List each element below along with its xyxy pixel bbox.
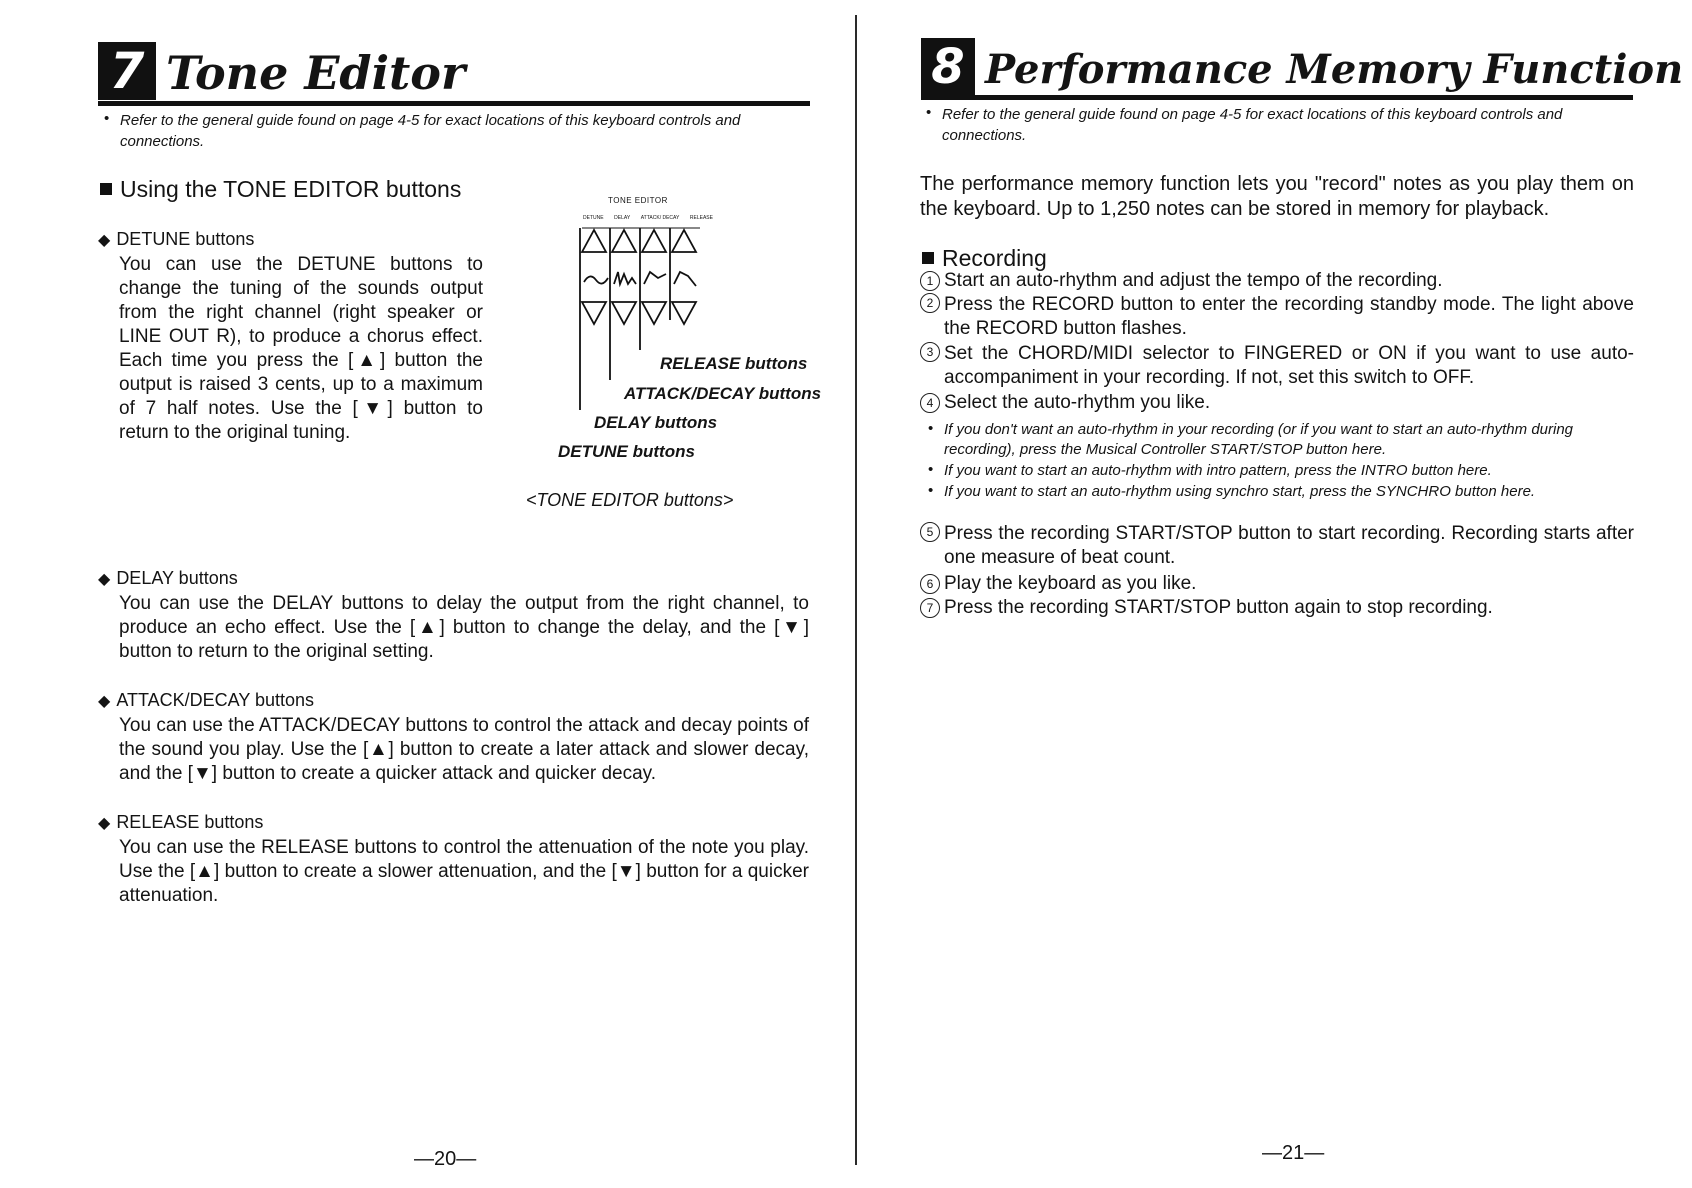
title-rule — [921, 95, 1633, 100]
delay-heading: ◆ DELAY buttons — [98, 568, 238, 588]
delay-callout: DELAY buttons — [594, 413, 718, 432]
attack-decay-wave-icon — [644, 272, 666, 284]
diagram-caption: <TONE EDITOR buttons> — [526, 490, 734, 510]
delay-up-icon — [612, 230, 636, 252]
chapter-number-badge: 8 — [921, 38, 975, 96]
bullet-icon: • — [104, 110, 110, 127]
detune-callout: DETUNE buttons — [558, 442, 695, 461]
bullet-icon: • — [928, 482, 934, 499]
section-heading — [922, 245, 1047, 272]
reference-note: Refer to the general guide found on page 4-5 for exact locations of this keyboard controls and connections. — [942, 106, 1563, 144]
page-number: —20— — [414, 1148, 477, 1170]
step-3: 3 Set the CHORD/MIDI selector to FINGERED or ON if you want to use auto-accompaniment in your recording. If not, set this switch to OFF. — [920, 342, 1634, 390]
diamond-bullet-icon: ◆ — [98, 232, 111, 249]
diamond-bullet-icon: ◆ — [98, 571, 111, 588]
step4-note-2: If you want to start an auto-rhythm with intro pattern, press the INTRO button here. — [944, 462, 1492, 479]
delay-body: You can use the DELAY buttons to delay the output from the right channel, to produce an echo effect. Use the [▲] button to change the delay, and the [▼] button to return to the original setting. — [119, 593, 809, 662]
section-title: Recording — [942, 245, 1047, 271]
right-page — [858, 0, 1692, 1188]
step-number-icon: 7 — [920, 598, 940, 618]
small-label-detune: DETUNE — [583, 215, 604, 221]
step-5: 5 Press the recording START/STOP button to start recording. Recording starts after one measure of beat count. — [920, 522, 1634, 570]
attack-decay-up-icon — [642, 230, 666, 252]
release-callout: RELEASE buttons — [660, 354, 808, 373]
step-number-icon: 3 — [920, 342, 940, 362]
chapter-title: Performance Memory Function — [985, 46, 1684, 93]
panel-title: TONE EDITOR — [608, 196, 668, 205]
step-number-icon: 1 — [920, 271, 940, 291]
detune-heading: ◆ DETUNE buttons — [98, 229, 255, 249]
diamond-bullet-icon: ◆ — [98, 815, 111, 832]
detune-up-icon — [582, 230, 606, 252]
step4-note-3: If you want to start an auto-rhythm using synchro start, press the SYNCHRO button here. — [944, 483, 1536, 500]
attack-decay-heading: ◆ ATTACK/DECAY buttons — [98, 690, 315, 710]
detune-body: You can use the DETUNE buttons to change the tuning of the sounds output from the right channel (right speaker or LINE OUT R), to produce a chorus effect. Each time you press the [▲] button the output is raised 3 cents, up to a maximum of 7 half notes. Use the [▼] button to return to the original tuning. — [119, 254, 483, 443]
small-label-delay: DELAY — [614, 215, 631, 221]
bullet-icon: • — [926, 104, 932, 121]
section-title: Using the TONE EDITOR buttons — [120, 176, 462, 202]
bullet-icon: • — [928, 461, 934, 478]
step-1: 1 Start an auto-rhythm and adjust the tempo of the recording. — [920, 269, 1634, 293]
section-heading — [100, 176, 461, 203]
intro-paragraph: The performance memory function lets you "record" notes as you play them on the keyboard. Up to 1,250 notes can be stored in memory for playback. — [920, 173, 1634, 220]
release-up-icon — [672, 230, 696, 252]
delay-wave-icon — [614, 272, 636, 284]
small-label-attack-decay: ATTACK/ DECAY — [640, 215, 680, 221]
step-number-icon: 6 — [920, 574, 940, 594]
square-bullet-icon — [922, 252, 934, 264]
square-bullet-icon — [100, 183, 112, 195]
release-wave-icon — [674, 272, 696, 286]
step-number-icon: 2 — [920, 293, 940, 313]
page-number: —21— — [1262, 1142, 1325, 1164]
attack-decay-callout: ATTACK/DECAY buttons — [624, 384, 822, 403]
chapter-heading — [98, 42, 465, 100]
release-body: You can use the RELEASE buttons to control the attenuation of the note you play. Use the [▲] button to create a slower attenuation, and the [▼] button for a quicker attenuation. — [119, 837, 809, 906]
small-label-release: RELEASE — [689, 215, 713, 221]
detune-down-icon — [582, 302, 606, 324]
delay-down-icon — [612, 302, 636, 324]
step-4: 4 Select the auto-rhythm you like. — [920, 391, 1634, 415]
chapter-heading — [921, 38, 1683, 96]
attack-decay-down-icon — [642, 302, 666, 324]
detune-wave-icon — [584, 276, 608, 283]
attack-decay-body: You can use the ATTACK/DECAY buttons to control the attack and decay points of the sound you play. Use the [▲] button to create a later attack and slower decay, and the [▼] button to create a quicker attack and quicker decay. — [119, 715, 809, 784]
release-heading: ◆ RELEASE buttons — [98, 812, 264, 832]
step-number-icon: 5 — [920, 522, 940, 542]
step-2: 2 Press the RECORD button to enter the recording standby mode. The light above the RECORD button flashes. — [920, 293, 1634, 341]
page-spine — [855, 15, 857, 1165]
reference-note: Refer to the general guide found on page 4-5 for exact locations of this keyboard controls and connections. — [120, 112, 741, 150]
step-7: 7 Press the recording START/STOP button again to stop recording. — [920, 596, 1634, 620]
chapter-title: Tone Editor — [166, 46, 466, 100]
step4-note-1: If you don't want an auto-rhythm in your recording (or if you want to start an auto-rhythm during recording), press the Musical Controller START/STOP button here. — [944, 421, 1574, 458]
step-6: 6 Play the keyboard as you like. — [920, 572, 1634, 596]
step-number-icon: 4 — [920, 393, 940, 413]
release-down-icon — [672, 302, 696, 324]
title-rule — [98, 101, 810, 106]
bullet-icon: • — [928, 420, 934, 437]
chapter-number-badge: 7 — [98, 42, 156, 100]
diamond-bullet-icon: ◆ — [98, 693, 111, 710]
